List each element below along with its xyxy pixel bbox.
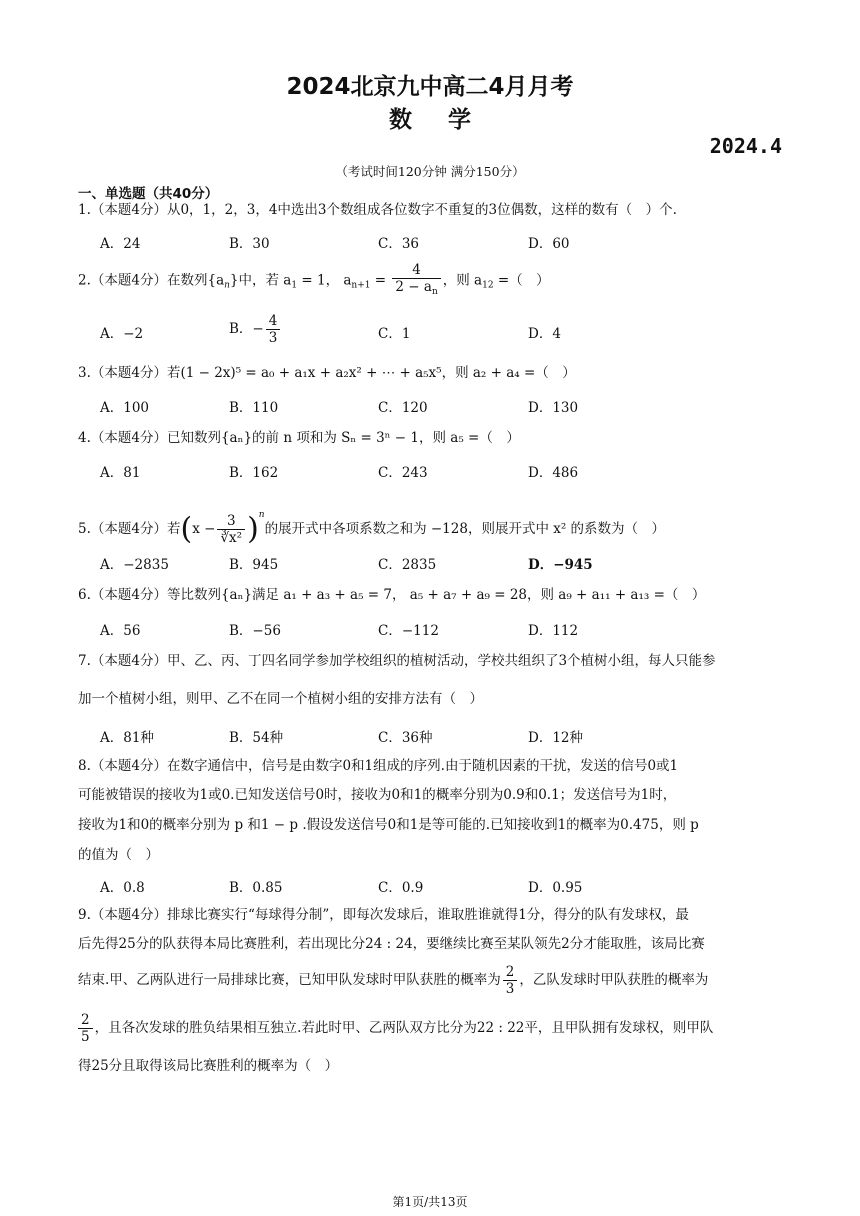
option-c: C．−112 <box>378 623 439 639</box>
exam-date: 2024.4 <box>709 134 782 158</box>
option-b: B．54种 <box>229 730 284 746</box>
option-d: D．60 <box>528 236 570 252</box>
page-footer: 第1页/共13页 <box>392 1195 468 1209</box>
option-b: B．945 <box>229 557 279 573</box>
option-c: C．36种 <box>378 730 433 746</box>
option-a: A．0.8 <box>100 880 145 896</box>
question-7-line-1: 7.（本题4分）甲、乙、丙、丁四名同学参加学校组织的植树活动，学校共组织了3个植树小组，每人只能参 <box>78 653 716 669</box>
question-8-line-4: 的值为（ ） <box>78 847 159 863</box>
question-9-line-5: 得25分且取得该局比赛胜利的概率为（ ） <box>78 1058 339 1074</box>
question-8-line-2: 可能被错误的接收为1或0.已知发送信号0时，接收为0和1的概率分别为0.9和0.1；发送信号为1时， <box>78 787 677 803</box>
exam-note: （考试时间120分钟 满分150分） <box>335 164 525 179</box>
option-b: B．0.85 <box>229 880 283 896</box>
option-c: C．36 <box>378 236 420 252</box>
option-c: C．1 <box>378 326 411 342</box>
option-b: B．30 <box>229 236 270 252</box>
subject-title: 数学 <box>389 107 507 133</box>
question-2: 2.（本题4分）在数列$\{a_n\}$中，若 $a_1 = 1$， $a_{n+1}$ = $\frac{4}{2 - a_n}$ ，则 $a_{12}$ =（ ） <box>78 262 798 302</box>
option-a: A．81 <box>100 465 141 481</box>
question-9-line-4: $\frac{2}{5}$ ，且各次发球的胜负结果相互独立.若此时甲、乙两队双方比分为22 : 22平，且甲队拥有发球权，则甲队 <box>78 1008 798 1048</box>
option-b: B．162 <box>229 465 279 481</box>
question-4: 4.（本题4分）已知数列{aₙ}的前 n 项和为 Sₙ = 3ⁿ − 1，则 a₅ =（ ） <box>78 430 520 446</box>
option-d: D．130 <box>528 400 579 416</box>
question-1: 1.（本题4分）从0，1，2，3，4中选出3个数组成各位数字不重复的3位偶数，这样的数有（ ）个. <box>78 202 677 218</box>
option-a: A．100 <box>100 400 150 416</box>
fraction: $\frac{4}{2 - a_n}$ <box>392 262 440 300</box>
exam-title: 2024北京九中高二4月月考 <box>286 74 574 100</box>
section-title: 一、单选题（共40分） <box>78 186 219 202</box>
option-b: B．110 <box>229 400 279 416</box>
option-d: D．486 <box>528 465 579 481</box>
option-a: A．81种 <box>100 730 154 746</box>
option-c: C．0.9 <box>378 880 424 896</box>
option-a: A．24 <box>100 236 141 252</box>
option-d: D．112 <box>528 623 579 639</box>
question-5: 5.（本题4分）若(x − $\frac{3}{\text{∛x²}}$ )$^n$的展开式中各项系数之和为 −128，则展开式中 x² 的系数为（ ） <box>78 510 666 547</box>
option-d: D．12种 <box>528 730 584 746</box>
question-3: 3.（本题4分）若(1 − 2x)⁵ = a₀ + a₁x + a₂x² + ⋯ + a₅x⁵，则 a₂ + a₄ =（ ） <box>78 365 576 381</box>
question-9-line-1: 9.（本题4分）排球比赛实行“每球得分制”，即每次发球后，谁取胜谁就得1分，得分的队有发球权，最 <box>78 907 689 923</box>
question-9-line-3: 结束.甲、乙两队进行一局排球比赛，已知甲队发球时甲队获胜的概率为 $\frac{2}{3}$ ，乙队发球时甲队获胜的概率为 <box>78 964 709 997</box>
option-c: C．120 <box>378 400 428 416</box>
option-a: A．−2 <box>100 326 144 342</box>
option-a: A．−2835 <box>100 557 169 573</box>
question-7-line-2: 加一个植树小组，则甲、乙不在同一个植树小组的安排方法有（ ） <box>78 691 483 707</box>
question-8-line-3: 接收为1和0的概率分别为 p 和1 − p .假设发送信号0和1是等可能的.已知接收到1的概率为0.475，则 p <box>78 817 699 833</box>
option-d: D．4 <box>528 326 561 342</box>
option-a: A．56 <box>100 623 141 639</box>
option-c: C．243 <box>378 465 428 481</box>
option-d: D．0.95 <box>528 880 583 896</box>
option-d: D．−945 <box>528 557 593 573</box>
question-6: 6.（本题4分）等比数列{aₙ}满足 a₁ + a₃ + a₅ = 7， a₅ + a₇ + a₉ = 28，则 a₉ + a₁₁ + a₁₃ =（ ） <box>78 587 706 603</box>
option-b: B．−56 <box>229 623 281 639</box>
option-c: C．2835 <box>378 557 437 573</box>
option-b: B．− $\frac{4}{3}$ <box>229 313 282 346</box>
question-9-line-2: 后先得25分的队获得本局比赛胜利，若出现比分24 : 24，要继续比赛至某队领先2分才能取胜，该局比赛 <box>78 936 705 952</box>
question-8-line-1: 8.（本题4分）在数字通信中，信号是由数字0和1组成的序列.由于随机因素的干扰，发送的信号0或1 <box>78 758 679 774</box>
